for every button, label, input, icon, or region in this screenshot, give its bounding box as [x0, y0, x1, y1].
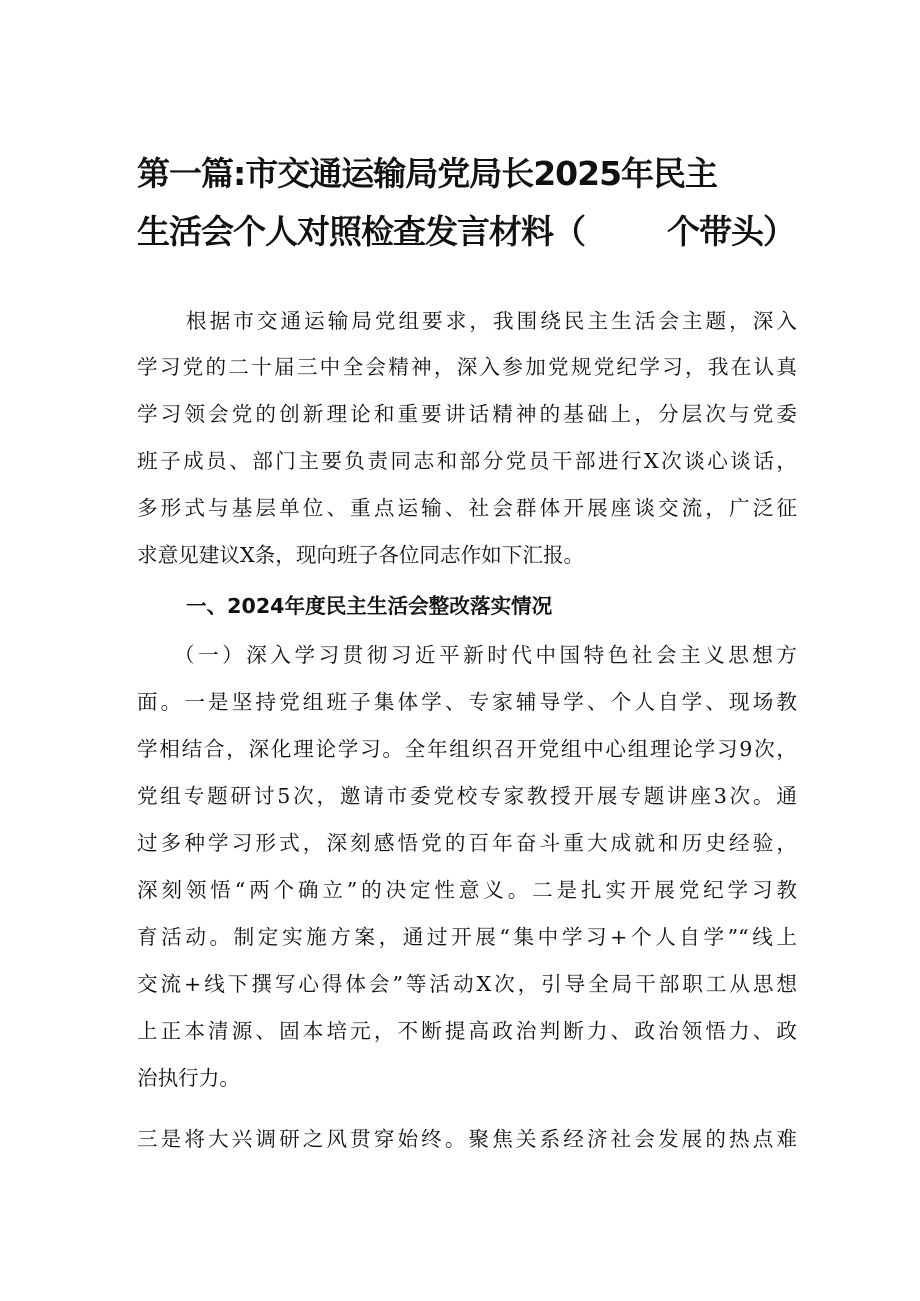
intro-line-1: 根据市交通运输局党组要求，我围绕民主生活会主题，深入: [186, 309, 797, 333]
document-title-line-2-part-a: 生活会个人对照检查发言材料（: [137, 212, 585, 251]
document-title-line-1: 第一篇:市交通运输局党局长2025年民主: [137, 154, 718, 193]
section-1-line-4: 党组专题研讨5次，邀请市委党校专家教授开展专题讲座3次。通: [137, 784, 797, 808]
section-1-line-1: （一）深入学习贯彻习近平新时代中国特色社会主义思想方: [174, 643, 797, 667]
section-1-heading: 一、2024年度民主生活会整改落实情况: [186, 594, 553, 618]
section-1-line-6: 深刻领悟“两个确立”的决定性意义。二是扎实开展党纪学习教: [137, 878, 797, 902]
section-1-line-2: 面。一是坚持党组班子集体学、专家辅导学、个人自学、现场教: [137, 690, 797, 714]
document-title-line-2-part-b: 个带头）: [667, 212, 795, 251]
section-1-line-9: 上正本清源、固本培元，不断提高政治判断力、政治领悟力、政: [137, 1019, 797, 1043]
section-1-line-8: 交流+线下撰写心得体会”等活动X次，引导全局干部职工从思想: [137, 972, 797, 996]
intro-line-4: 班子成员、部门主要负责同志和部分党员干部进行X次谈心谈话，: [137, 449, 797, 473]
intro-line-2: 学习党的二十届三中全会精神，深入参加党规党纪学习，我在认真: [137, 355, 797, 379]
section-1-line-3: 学相结合，深化理论学习。全年组织召开党组中心组理论学习9次，: [137, 737, 797, 761]
section-1-line-10: 治执行力。: [137, 1066, 240, 1090]
section-1-line-7: 育活动。制定实施方案，通过开展“集中学习+个人自学”“线上: [137, 925, 797, 949]
document-title-line-2: [137, 212, 797, 252]
intro-line-6: 求意见建议X条，现向班子各位同志作如下汇报。: [137, 543, 585, 567]
section-1-line-5: 过多种学习形式，深刻感悟党的百年奋斗重大成就和历史经验，: [137, 831, 797, 855]
intro-line-3: 学习领会党的创新理论和重要讲话精神的基础上，分层次与党委: [137, 402, 797, 426]
section-1-line-11: 三是将大兴调研之风贯穿始终。聚焦关系经济社会发展的热点难: [137, 1127, 797, 1151]
intro-line-5: 多形式与基层单位、重点运输、社会群体开展座谈交流，广泛征: [137, 496, 797, 520]
